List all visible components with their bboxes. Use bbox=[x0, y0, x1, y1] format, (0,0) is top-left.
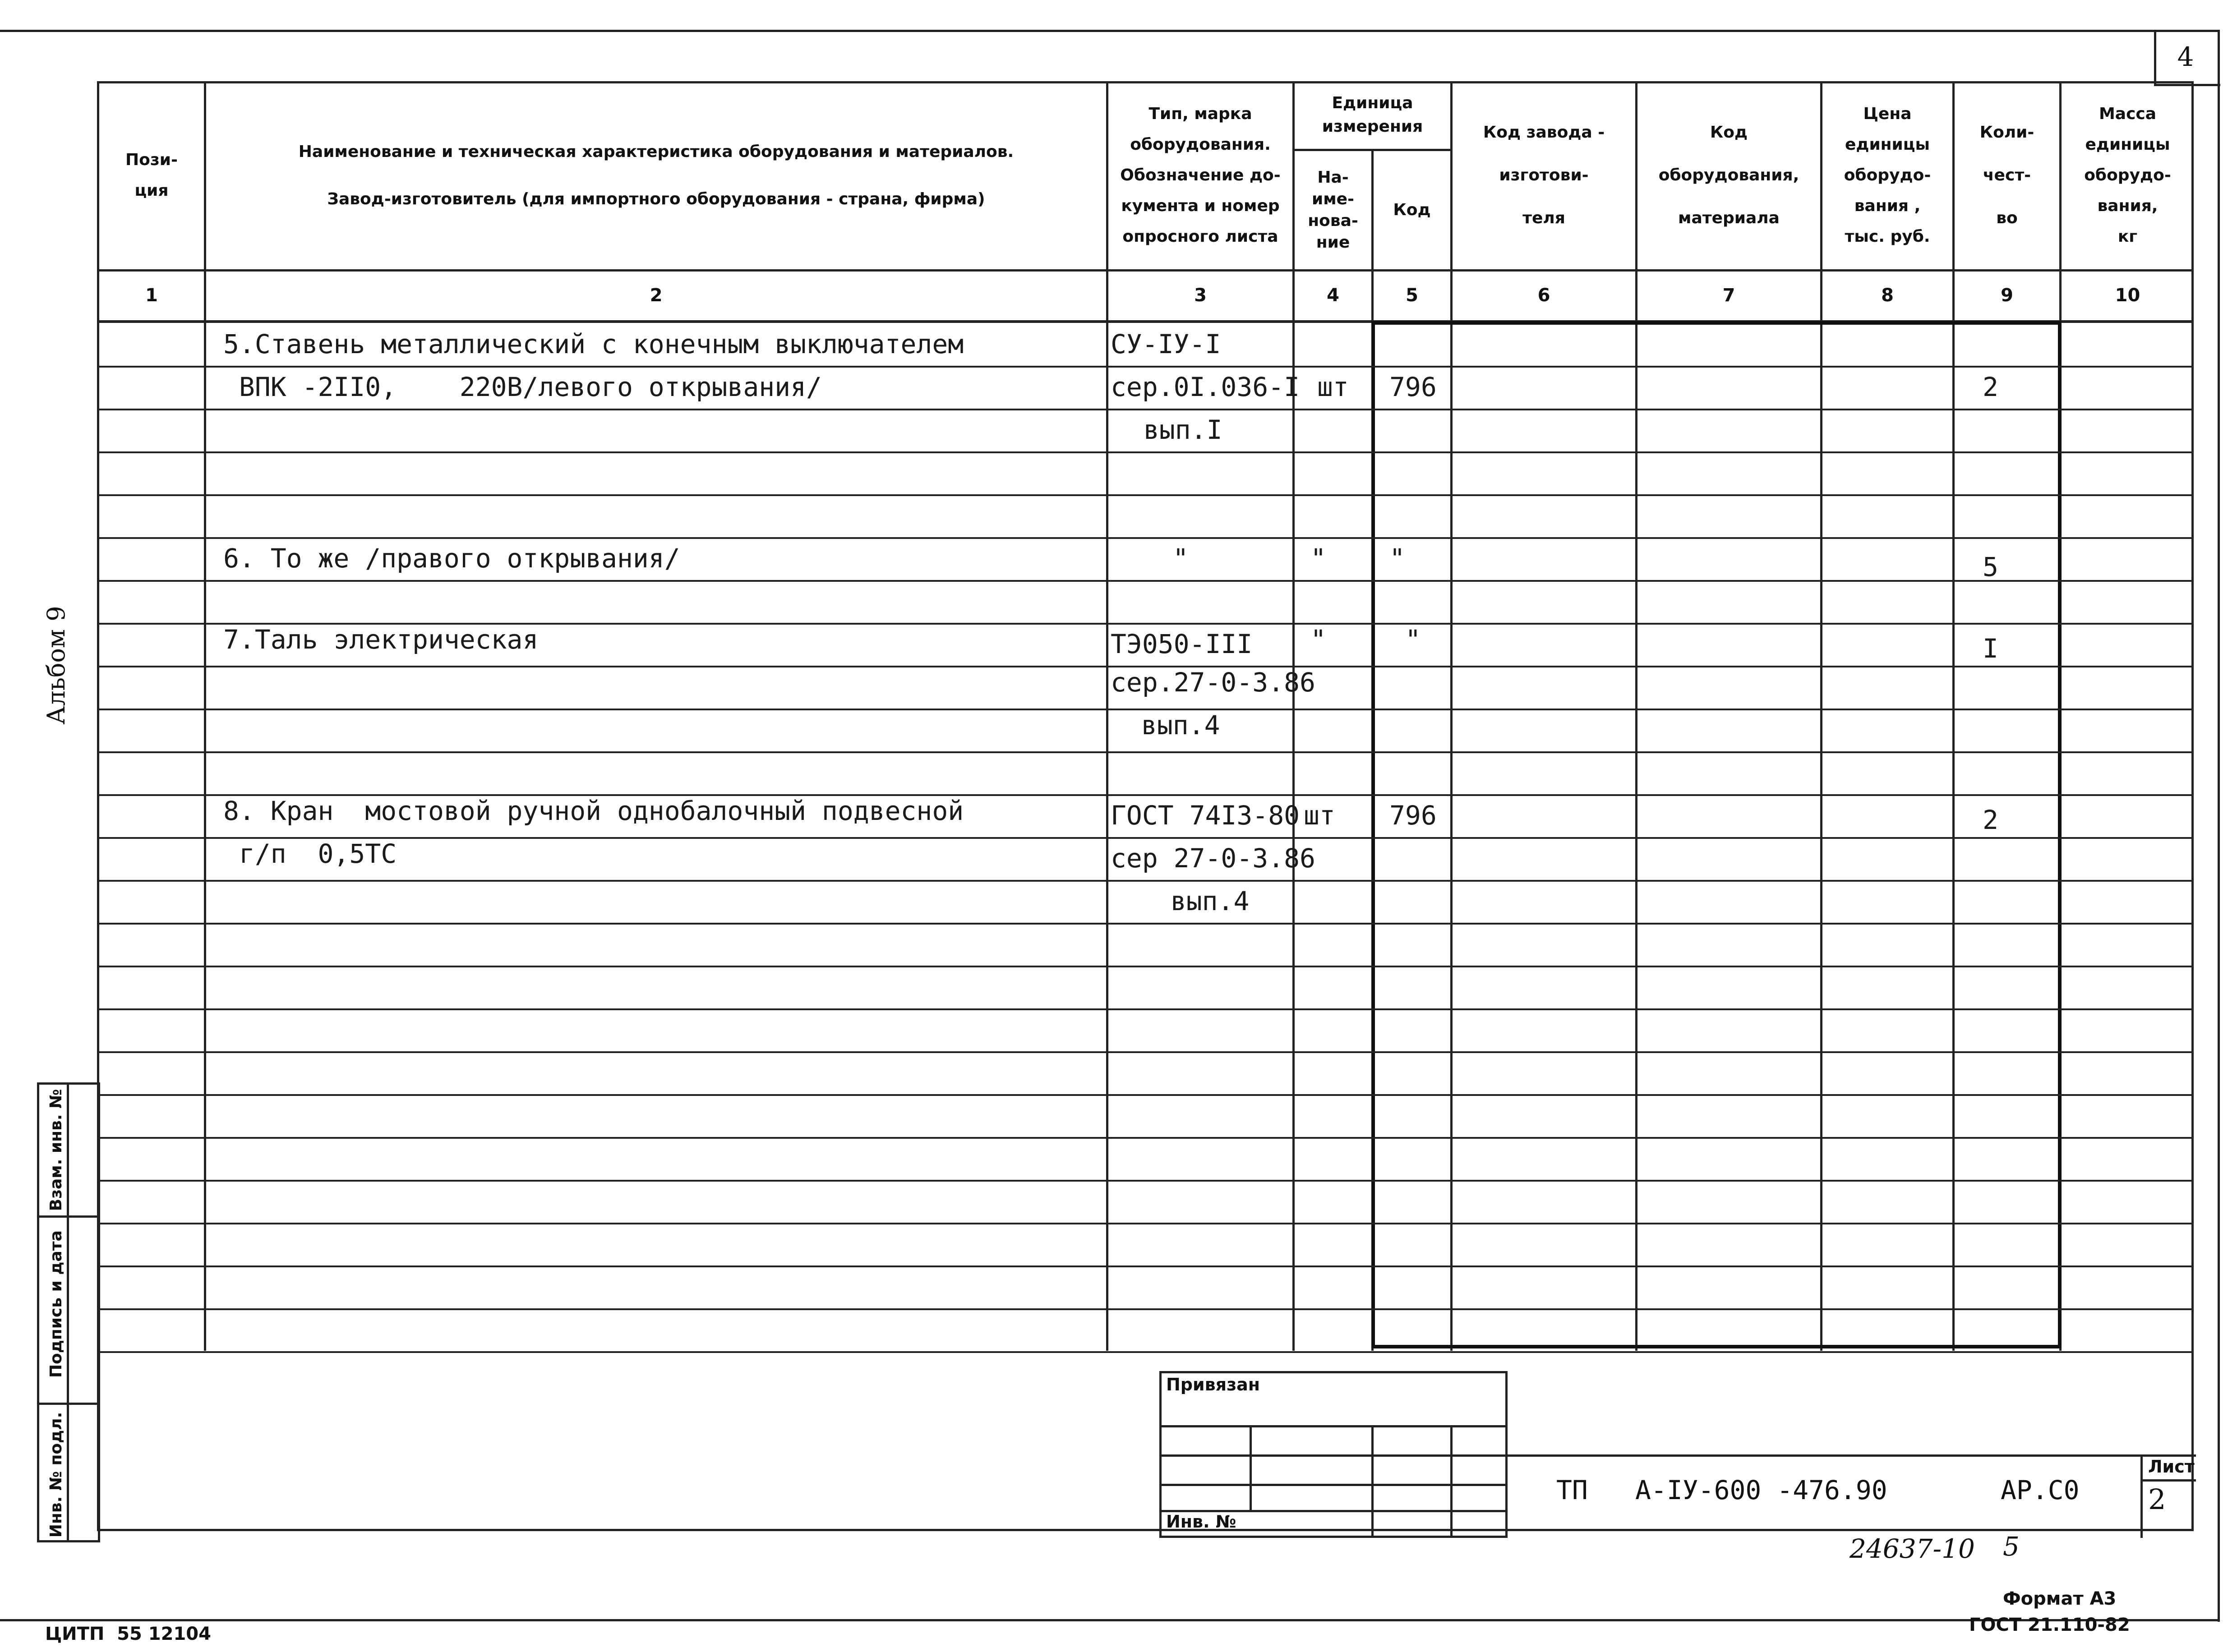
colnum-5: 5 bbox=[1406, 285, 1418, 306]
inv-no-label: Инв. № bbox=[1166, 1512, 1236, 1532]
row-13-type: сер 27-0-3.86 bbox=[1111, 843, 1315, 874]
row-separator bbox=[97, 923, 2194, 925]
header-type: Тип, марка оборудования. Обозначение до- кумента и номер опросного листа bbox=[1120, 104, 1281, 246]
doc-mark: АР.С0 bbox=[2001, 1475, 2080, 1505]
colnum-7: 7 bbox=[1722, 285, 1735, 306]
row-6-code: " bbox=[1389, 543, 1405, 574]
header-unit-group: Единица измерения bbox=[1322, 94, 1423, 136]
row-2-name: ВПК -2II0, 220В/левого открывания/ bbox=[223, 372, 822, 402]
printer-label: ЦИТП 55 12104 bbox=[45, 1624, 211, 1644]
side-stamp-row-2 bbox=[37, 1403, 100, 1405]
header-unit-code: Код bbox=[1393, 201, 1431, 219]
bottom-border-line bbox=[0, 1619, 2219, 1621]
colnum-9: 9 bbox=[2001, 285, 2013, 306]
side-podpis-data: Подпись и дата bbox=[47, 1230, 65, 1378]
privyazan-hline-2 bbox=[1159, 1454, 1508, 1457]
doc-area-top-line bbox=[1508, 1454, 2196, 1457]
row-separator bbox=[97, 751, 2194, 753]
row-8-type: ТЭ050-III bbox=[1111, 629, 1253, 659]
row-12-name: 8. Кран мостовой ручной однобалочный подвесной bbox=[223, 796, 964, 826]
row-12-unit: шт bbox=[1304, 800, 1335, 831]
row-separator bbox=[97, 1137, 2194, 1139]
row-1-type: СУ-IУ-I bbox=[1111, 329, 1221, 359]
side-inv-podl: Инв. № подл. bbox=[47, 1412, 65, 1538]
row-2-qty: 2 bbox=[1983, 372, 1998, 402]
row-6-type: " bbox=[1141, 543, 1189, 574]
sheet-box-hline bbox=[2140, 1479, 2196, 1482]
header-factory-code: Код завода - изготови- теля bbox=[1483, 123, 1605, 227]
handwritten-page: 5 bbox=[2003, 1531, 2020, 1562]
corner-sheet-number: 4 bbox=[2177, 41, 2194, 72]
sheet-box-vline bbox=[2140, 1454, 2143, 1538]
handwritten-number: 24637-10 bbox=[1850, 1533, 1975, 1564]
row-separator bbox=[97, 1008, 2194, 1010]
sheet-number: 2 bbox=[2148, 1483, 2166, 1516]
row-separator bbox=[97, 1180, 2194, 1182]
row-2-code: 796 bbox=[1389, 372, 1437, 402]
row-6-unit: " bbox=[1310, 543, 1326, 574]
row-9-type: сер.27-0-3.86 bbox=[1111, 667, 1315, 698]
row-8-unit: " bbox=[1310, 624, 1326, 655]
colnum-6: 6 bbox=[1537, 285, 1550, 306]
row-separator bbox=[97, 451, 2194, 453]
row-separator bbox=[97, 966, 2194, 967]
header-mass: Масса единицы оборудо- вания, кг bbox=[2084, 104, 2171, 246]
row-separator bbox=[97, 1094, 2194, 1096]
header-quantity: Коли- чест- во bbox=[1979, 123, 2034, 227]
side-vzam-inv: Взам. инв. № bbox=[47, 1089, 65, 1211]
row-12-qty: 2 bbox=[1983, 805, 1998, 835]
row-separator bbox=[97, 1223, 2194, 1224]
gost-label: ГОСТ 21.110-82 bbox=[1969, 1615, 2130, 1635]
row-12-code: 796 bbox=[1389, 800, 1437, 831]
row-separator bbox=[97, 1351, 2194, 1353]
row-3-type: вып.I bbox=[1128, 414, 1222, 445]
row-14-type: вып.4 bbox=[1139, 886, 1250, 916]
header-equipment-code: Код оборудования, материала bbox=[1658, 123, 1799, 227]
row-separator bbox=[97, 1051, 2194, 1053]
colnum-1: 1 bbox=[145, 285, 158, 306]
row-6-name: 6. То же /правого открывания/ bbox=[223, 543, 680, 574]
row-13-name: г/п 0,5ТС bbox=[223, 838, 397, 869]
privyazan-vline-1 bbox=[1250, 1425, 1252, 1510]
row-separator bbox=[97, 580, 2194, 582]
right-border-line bbox=[2218, 30, 2220, 1622]
row-8-qty: I bbox=[1983, 633, 1998, 664]
row-separator bbox=[97, 1308, 2194, 1310]
row-10-type: вып.4 bbox=[1125, 710, 1220, 741]
row-2-type: сер.0I.036-I bbox=[1111, 372, 1300, 402]
privyazan-vline-2 bbox=[1371, 1425, 1374, 1538]
row-separator bbox=[97, 494, 2194, 496]
colnum-4: 4 bbox=[1327, 285, 1339, 306]
colnum-3: 3 bbox=[1194, 285, 1207, 306]
row-2-unit: шт bbox=[1317, 372, 1349, 402]
row-12-type: ГОСТ 74I3-80 bbox=[1111, 800, 1300, 831]
doc-code: А-IУ-600 -476.90 bbox=[1635, 1475, 1887, 1505]
row-1-name: 5.Ставень металлический с конечным выключателем bbox=[223, 329, 964, 359]
header-name: Наименование и техническая характеристика оборудования и материалов. Завод-изготовитель (для импортного оборудования - страна, фирма) bbox=[298, 142, 1014, 208]
row-8-name: 7.Таль электрическая bbox=[223, 624, 539, 655]
colnum-10: 10 bbox=[2115, 285, 2140, 306]
bold-data-frame bbox=[1371, 321, 2062, 1348]
album-label: Альбом 9 bbox=[42, 606, 70, 725]
doc-prefix: ТП bbox=[1556, 1475, 1588, 1505]
header-unit-name: На- име- нова- ние bbox=[1308, 168, 1358, 252]
privyazan-vline-3 bbox=[1450, 1425, 1453, 1538]
header-position: Пози- ция bbox=[125, 150, 178, 200]
top-border-line bbox=[0, 30, 2219, 32]
colnum-8: 8 bbox=[1881, 285, 1894, 306]
header-price: Цена единицы оборудо- вания , тыс. руб. bbox=[1844, 104, 1931, 246]
colnum-2: 2 bbox=[650, 285, 663, 306]
row-6-qty: 5 bbox=[1983, 552, 1998, 582]
row-separator bbox=[97, 1265, 2194, 1267]
privyazan-label: Привязан bbox=[1166, 1375, 1260, 1394]
privyazan-hline-3 bbox=[1159, 1484, 1508, 1486]
sheet-label: Лист bbox=[2148, 1457, 2195, 1477]
format-label: Формат А3 bbox=[2003, 1588, 2117, 1609]
row-8-code: " bbox=[1389, 624, 1421, 655]
privyazan-hline-1 bbox=[1159, 1425, 1508, 1427]
